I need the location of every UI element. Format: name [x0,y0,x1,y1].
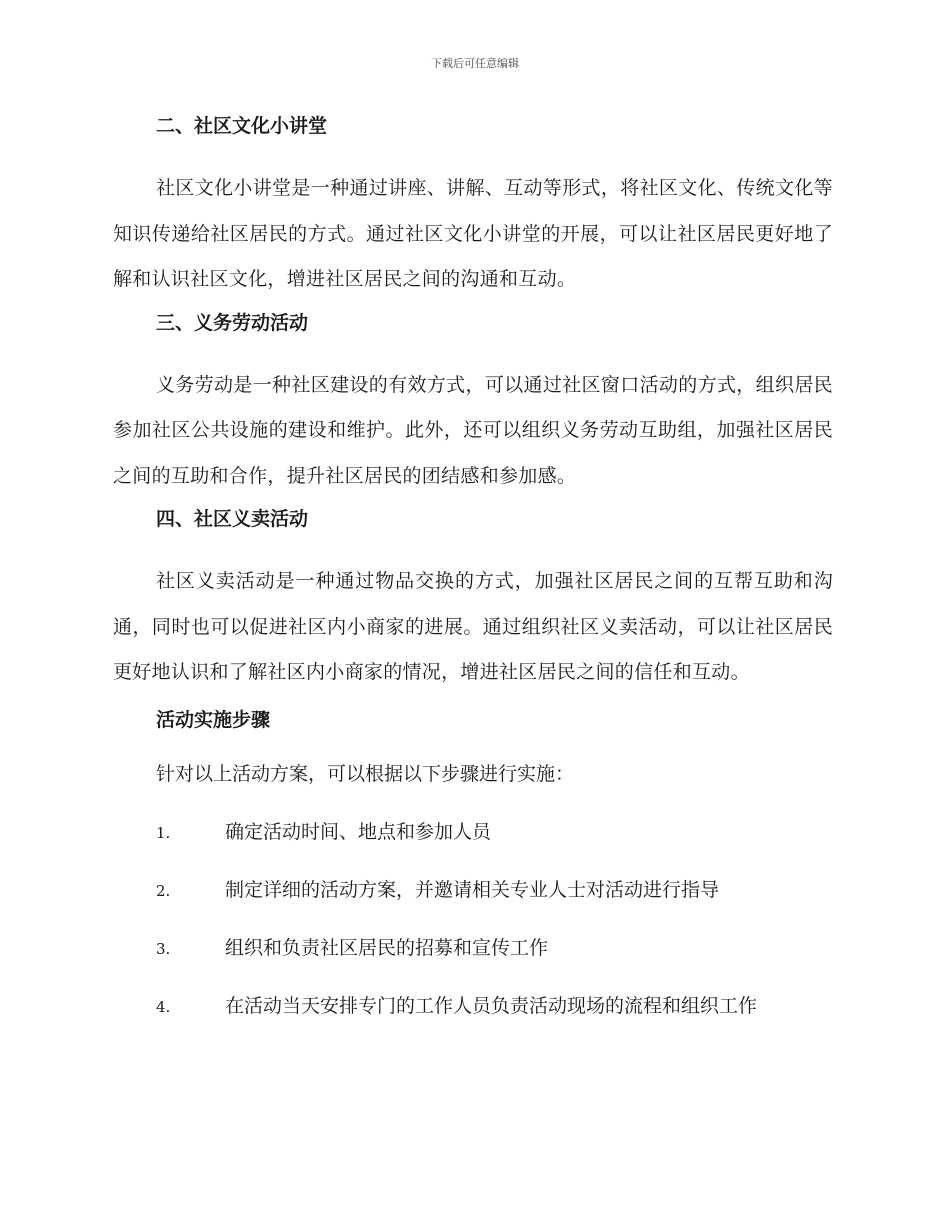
section-paragraph: 社区文化小讲堂是一种通过讲座、讲解、互动等形式，将社区文化、传统文化等知识传递给社区居民的方式。通过社区文化小讲堂的开展，可以让社区居民更好地了解和认识社区文化，增进社区居民之间的沟通和互动。 [113,177,833,290]
section-paragraph: 社区义卖活动是一种通过物品交换的方式，加强社区居民之间的互帮互助和沟通，同时也可以促进社区内小商家的进展。通过组织社区义卖活动，可以让社区居民更好地认识和了解社区内小商家的情况，增进社区居民之间的信任和互动。 [113,570,833,683]
steps-heading: 活动实施步骤 [156,708,271,731]
list-item [113,934,833,962]
step-text: 在活动当天安排专门的工作人员负责活动现场的流程和组织工作 [225,994,758,1017]
section-heading: 二、社区文化小讲堂 [156,115,328,137]
document-body [113,112,833,1050]
section-paragraph: 义务劳动是一种社区建设的有效方式，可以通过社区窗口活动的方式，组织居民参加社区公共设施的建设和维护。此外，还可以组织义务劳动互助组，加强社区居民之间的互助和合作，提升社区居民的团结感和参加感。 [113,373,833,487]
step-text: 确定活动时间、地点和参加人员 [225,820,492,843]
section-heading: 三、义务劳动活动 [156,311,309,334]
step-number: 2. [156,881,171,900]
step-text: 组织和负责社区居民的招募和宣传工作 [225,936,549,959]
step-number: 3. [156,939,171,958]
step-text: 制定详细的活动方案，并邀请相关专业人士对活动进行指导 [225,878,720,901]
steps-list [113,818,833,1020]
step-number: 1. [156,823,171,842]
list-item [113,876,833,904]
list-item [113,992,833,1020]
steps-intro: 针对以上活动方案，可以根据以下步骤进行实施： [156,762,575,785]
list-item [113,818,833,846]
step-number: 4. [156,997,171,1016]
page-header-note: 下载后可任意编辑 [431,57,519,70]
section-heading: 四、社区义卖活动 [156,508,309,530]
